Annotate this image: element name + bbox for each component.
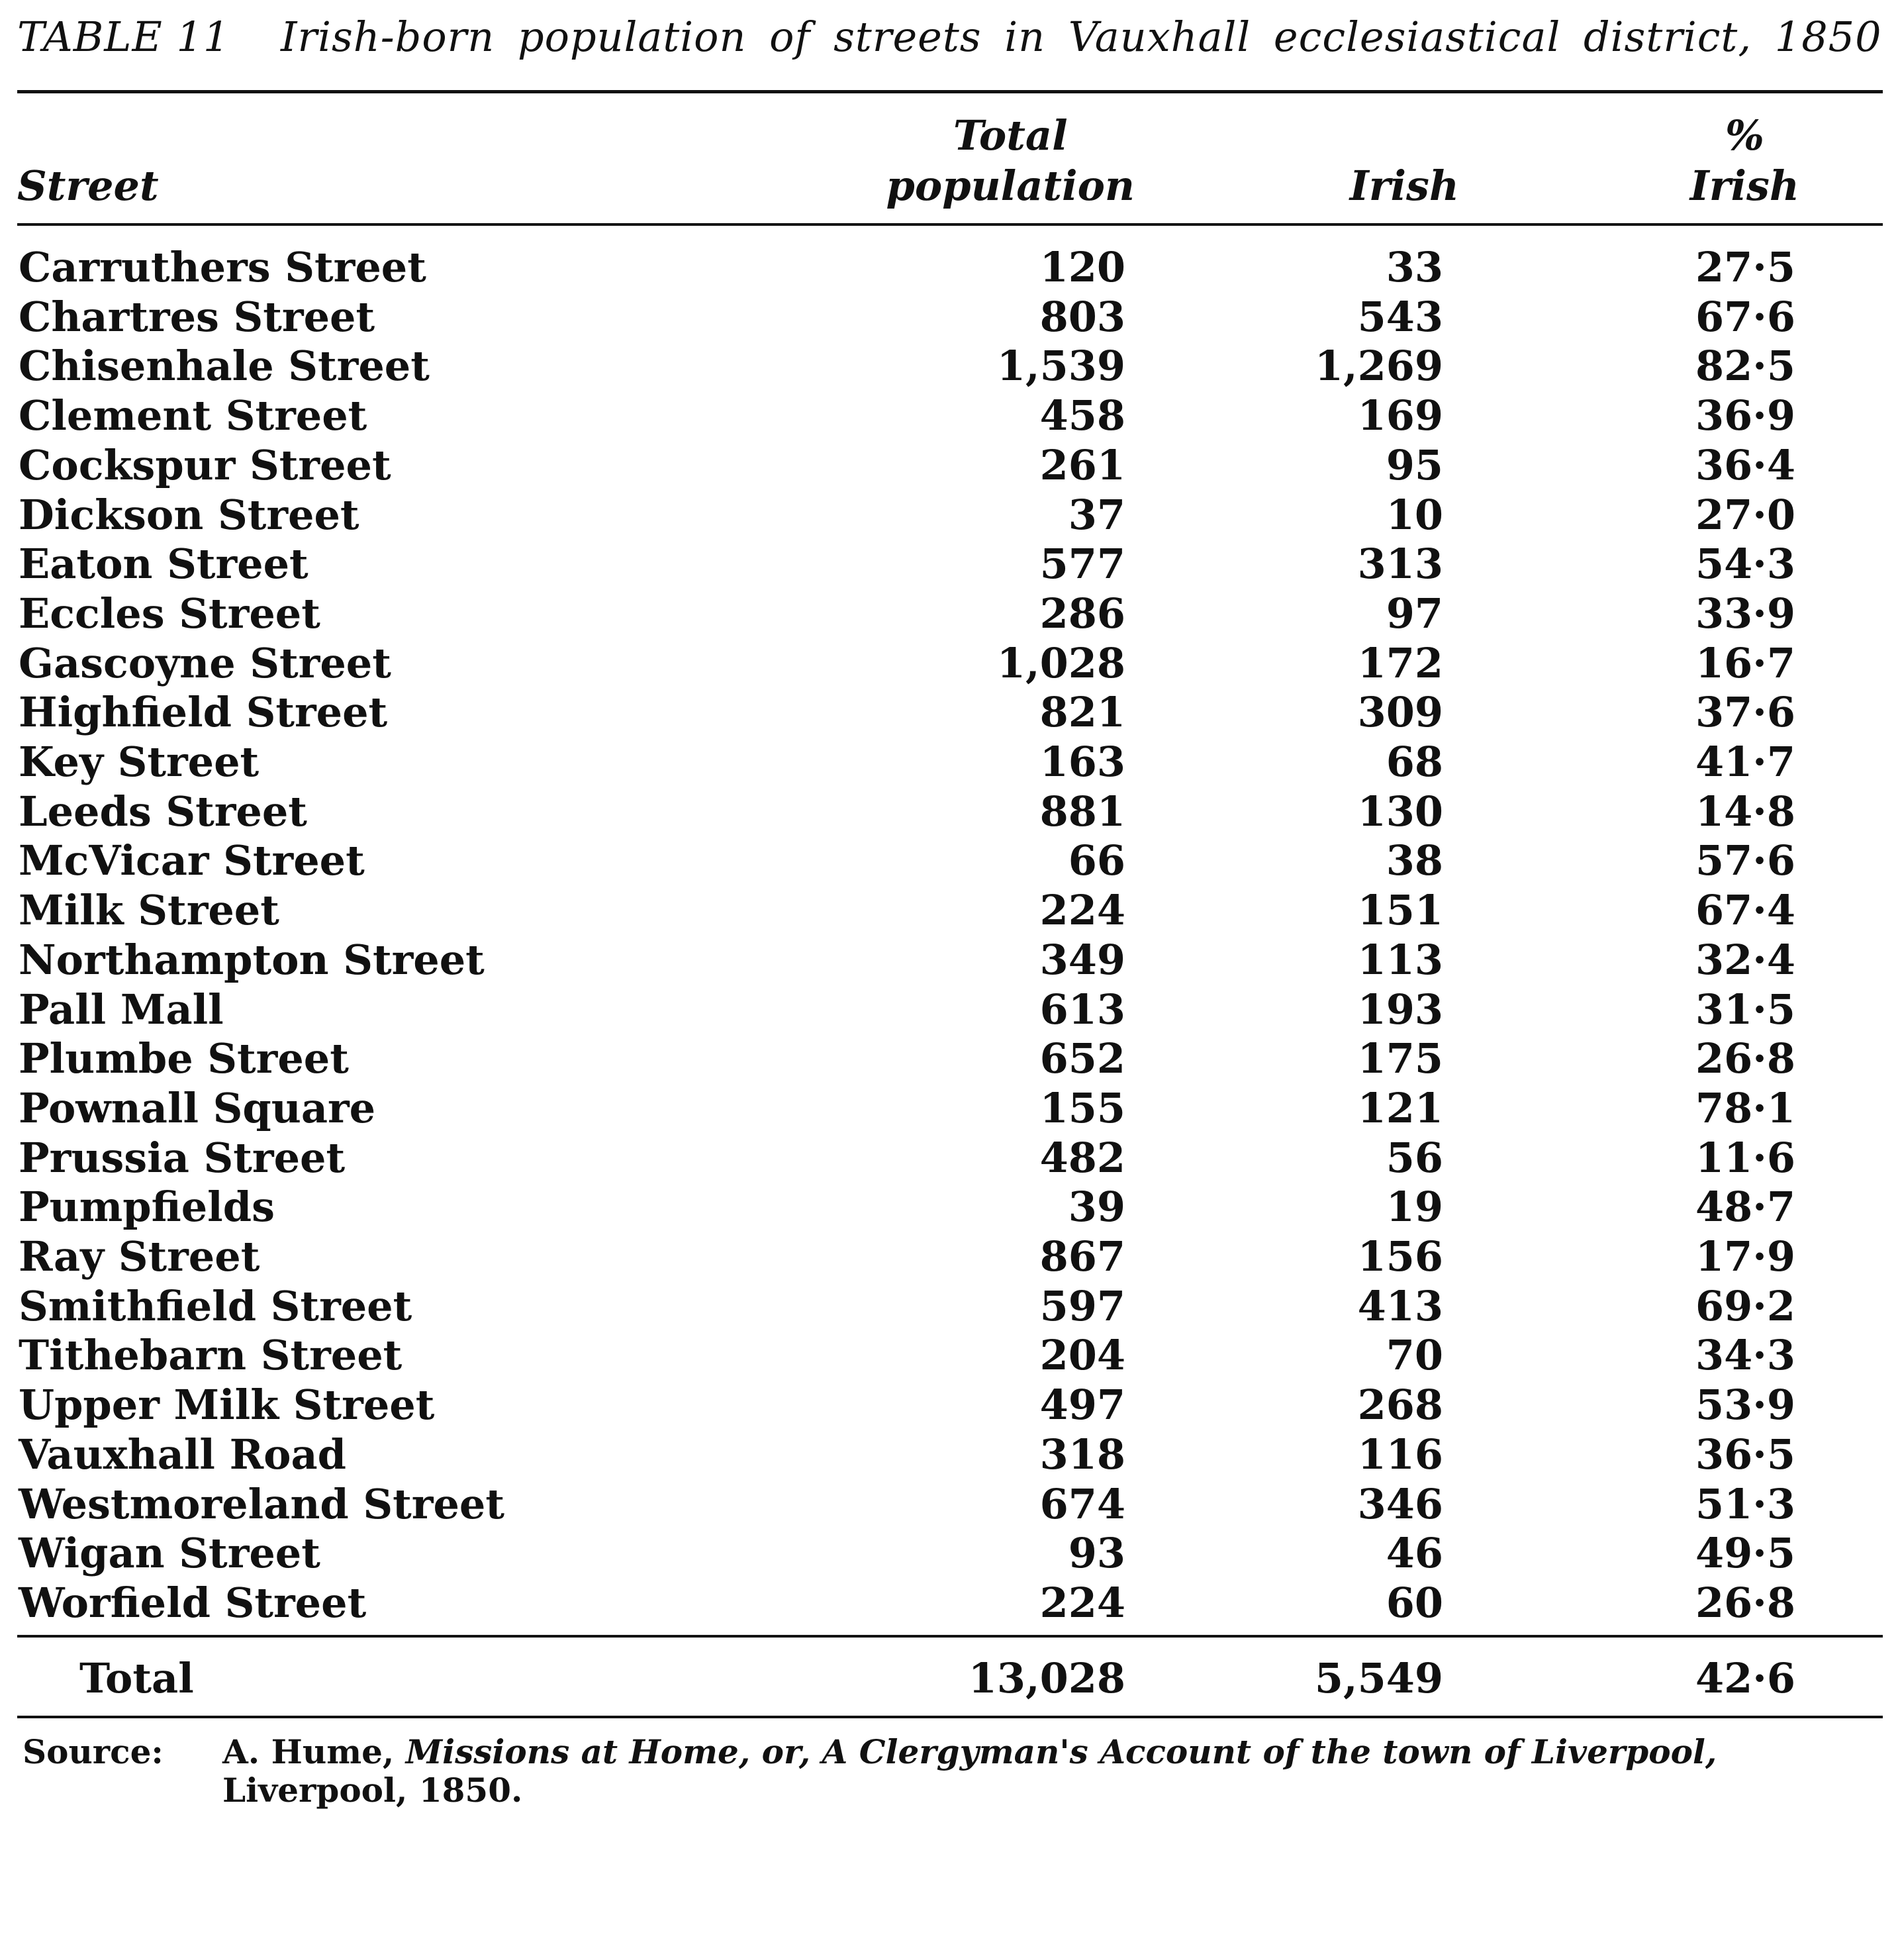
percent-irish-cell: 27·5 xyxy=(1695,243,1795,291)
street-cell: Worfield Street xyxy=(19,1578,367,1627)
street-cell: Vauxhall Road xyxy=(19,1430,346,1479)
percent-irish-cell: 57·6 xyxy=(1695,836,1795,885)
percent-irish-cell: 16·7 xyxy=(1695,638,1795,687)
percent-irish-cell: 36·5 xyxy=(1695,1430,1795,1479)
percent-irish-cell: 17·9 xyxy=(1695,1232,1795,1281)
total-population-cell: 497 xyxy=(1039,1381,1125,1430)
street-cell: Westmoreland Street xyxy=(19,1479,504,1528)
irish-cell: 130 xyxy=(1357,787,1443,836)
total-population-cell: 482 xyxy=(1039,1133,1125,1182)
street-cell: Leeds Street xyxy=(19,787,307,836)
total-population-cell: 163 xyxy=(1039,738,1125,787)
street-cell: Wigan Street xyxy=(19,1529,320,1578)
total-population-cell: 155 xyxy=(1039,1083,1125,1132)
street-cell: Plumbe Street xyxy=(19,1034,349,1083)
table-row xyxy=(17,589,1883,639)
table-row xyxy=(17,1084,1883,1134)
percent-irish-cell: 41·7 xyxy=(1695,738,1795,787)
irish-cell: 56 xyxy=(1386,1133,1443,1182)
total-population-cell: 13,028 xyxy=(968,1653,1125,1702)
percent-irish-cell: 48·7 xyxy=(1695,1183,1795,1232)
street-cell: Tithebarn Street xyxy=(19,1331,403,1380)
street-cell: Highfield Street xyxy=(19,688,388,737)
total-label: Total xyxy=(79,1653,194,1702)
total-population-cell: 204 xyxy=(1039,1331,1125,1380)
percent-irish-cell: 11·6 xyxy=(1695,1133,1795,1182)
irish-cell: 19 xyxy=(1386,1183,1443,1232)
bottom-rule xyxy=(17,1716,1883,1718)
header-total-population: Total population xyxy=(886,111,1135,210)
street-cell: Eccles Street xyxy=(19,589,320,638)
source-citation xyxy=(222,1733,1883,1810)
total-population-cell: 93 xyxy=(1068,1529,1125,1578)
percent-irish-cell: 14·8 xyxy=(1695,787,1795,836)
street-cell: Cockspur Street xyxy=(19,440,391,489)
percent-irish-cell: 49·5 xyxy=(1695,1529,1795,1578)
header-irish: Irish xyxy=(1349,162,1459,210)
irish-cell: 151 xyxy=(1357,886,1443,935)
irish-cell: 97 xyxy=(1386,589,1443,638)
street-cell: Gascoyne Street xyxy=(19,638,391,687)
irish-cell: 309 xyxy=(1357,688,1443,737)
total-population-cell: 120 xyxy=(1039,243,1125,291)
table-row xyxy=(17,342,1883,391)
total-population-cell: 37 xyxy=(1068,490,1125,539)
percent-irish-cell: 36·9 xyxy=(1695,391,1795,440)
street-cell: Chisenhale Street xyxy=(19,342,430,391)
irish-cell: 10 xyxy=(1386,490,1443,539)
table-row xyxy=(17,243,1883,293)
total-population-cell: 821 xyxy=(1039,688,1125,737)
total-population-cell: 652 xyxy=(1039,1034,1125,1083)
total-table xyxy=(17,1653,1883,1704)
table-row xyxy=(17,1381,1883,1430)
total-population-cell: 66 xyxy=(1068,836,1125,885)
table-row xyxy=(17,639,1883,689)
table-row xyxy=(17,1579,1883,1628)
total-percent-cell: 42·6 xyxy=(1695,1653,1795,1702)
irish-cell: 268 xyxy=(1357,1381,1443,1430)
street-cell: Upper Milk Street xyxy=(19,1381,435,1430)
percent-irish-cell: 51·3 xyxy=(1695,1479,1795,1528)
irish-cell: 121 xyxy=(1357,1083,1443,1132)
header-row xyxy=(17,111,1883,211)
street-cell: Ray Street xyxy=(19,1232,260,1281)
table-row xyxy=(17,1183,1883,1232)
table-row xyxy=(17,886,1883,936)
percent-irish-cell: 27·0 xyxy=(1695,490,1795,539)
table-row xyxy=(17,1232,1883,1282)
percent-irish-cell: 78·1 xyxy=(1695,1083,1795,1132)
street-cell: Pall Mall xyxy=(19,985,224,1034)
total-population-cell: 286 xyxy=(1039,589,1125,638)
total-population-cell: 224 xyxy=(1039,886,1125,935)
irish-cell: 46 xyxy=(1386,1529,1443,1578)
top-rule xyxy=(17,90,1883,93)
table-row xyxy=(17,491,1883,540)
irish-cell: 543 xyxy=(1357,292,1443,341)
total-population-cell: 261 xyxy=(1039,440,1125,489)
source-note xyxy=(17,1733,1883,1810)
total-population-cell: 881 xyxy=(1039,787,1125,836)
irish-cell: 70 xyxy=(1386,1331,1443,1380)
percent-irish-cell: 34·3 xyxy=(1695,1331,1795,1380)
irish-cell: 60 xyxy=(1386,1578,1443,1627)
total-irish-cell: 5,549 xyxy=(1314,1653,1443,1702)
percent-irish-cell: 32·4 xyxy=(1695,935,1795,984)
percent-irish-cell: 26·8 xyxy=(1695,1034,1795,1083)
table-row xyxy=(17,1529,1883,1579)
irish-cell: 33 xyxy=(1386,243,1443,291)
percent-irish-cell: 31·5 xyxy=(1695,985,1795,1034)
irish-cell: 413 xyxy=(1357,1281,1443,1330)
street-cell: Smithfield Street xyxy=(19,1281,412,1330)
table-row xyxy=(17,1282,1883,1332)
irish-cell: 169 xyxy=(1357,391,1443,440)
total-population-cell: 224 xyxy=(1039,1578,1125,1627)
total-population-cell: 349 xyxy=(1039,935,1125,984)
street-cell: Clement Street xyxy=(19,391,367,440)
total-population-cell: 1,028 xyxy=(996,638,1125,687)
irish-cell: 95 xyxy=(1386,440,1443,489)
table-row xyxy=(17,836,1883,886)
source-author: A. Hume, xyxy=(222,1732,395,1771)
document-page xyxy=(17,12,1883,1810)
percent-irish-cell: 67·6 xyxy=(1695,292,1795,341)
table-row xyxy=(17,1480,1883,1530)
table-row xyxy=(17,1430,1883,1480)
total-population-cell: 1,539 xyxy=(996,342,1125,391)
table-row xyxy=(17,985,1883,1035)
header-percent-irish: % Irish xyxy=(1689,111,1799,210)
source-label: Source: xyxy=(23,1732,164,1771)
street-cell: Pumpfields xyxy=(19,1183,275,1232)
street-cell: McVicar Street xyxy=(19,836,365,885)
table-row xyxy=(17,540,1883,589)
street-cell: Dickson Street xyxy=(19,490,359,539)
street-cell: Northampton Street xyxy=(19,935,485,984)
percent-irish-cell: 69·2 xyxy=(1695,1281,1795,1330)
irish-cell: 346 xyxy=(1357,1479,1443,1528)
total-population-cell: 674 xyxy=(1039,1479,1125,1528)
street-cell: Prussia Street xyxy=(19,1133,346,1182)
header-street: Street xyxy=(17,162,159,210)
total-population-cell: 597 xyxy=(1039,1281,1125,1330)
irish-cell: 38 xyxy=(1386,836,1443,885)
table-row xyxy=(17,787,1883,837)
total-population-cell: 613 xyxy=(1039,985,1125,1034)
total-population-cell: 803 xyxy=(1039,292,1125,341)
street-cell: Chartres Street xyxy=(19,292,375,341)
table-row xyxy=(17,391,1883,441)
total-population-cell: 577 xyxy=(1039,540,1125,589)
population-table xyxy=(17,111,1883,211)
percent-irish-cell: 82·5 xyxy=(1695,342,1795,391)
percent-irish-cell: 53·9 xyxy=(1695,1381,1795,1430)
irish-cell: 1,269 xyxy=(1314,342,1443,391)
total-rule xyxy=(17,1635,1883,1638)
table-row xyxy=(17,441,1883,491)
table-row xyxy=(17,293,1883,342)
population-table-body xyxy=(17,243,1883,1628)
total-population-cell: 39 xyxy=(1068,1183,1125,1232)
table-row xyxy=(17,936,1883,985)
table-row xyxy=(17,1034,1883,1084)
header-rule xyxy=(17,223,1883,226)
total-population-cell: 458 xyxy=(1039,391,1125,440)
table-caption xyxy=(17,12,1883,62)
percent-irish-cell: 54·3 xyxy=(1695,540,1795,589)
irish-cell: 193 xyxy=(1357,985,1443,1034)
table-row xyxy=(17,1331,1883,1381)
street-cell: Carruthers Street xyxy=(19,243,426,291)
street-cell: Eaton Street xyxy=(19,540,309,589)
total-population-cell: 318 xyxy=(1039,1430,1125,1479)
total-population-cell: 867 xyxy=(1039,1232,1125,1281)
percent-irish-cell: 67·4 xyxy=(1695,886,1795,935)
street-cell: Pownall Square xyxy=(19,1083,376,1132)
table-title: Irish-born population of streets in Vauxhall ecclesiastical district, 1850 xyxy=(281,13,1882,61)
percent-irish-cell: 26·8 xyxy=(1695,1578,1795,1627)
irish-cell: 68 xyxy=(1386,738,1443,787)
irish-cell: 156 xyxy=(1357,1232,1443,1281)
irish-cell: 116 xyxy=(1357,1430,1443,1479)
percent-irish-cell: 36·4 xyxy=(1695,440,1795,489)
table-row xyxy=(17,738,1883,787)
table-number: TABLE 11 xyxy=(17,13,230,61)
irish-cell: 172 xyxy=(1357,638,1443,687)
street-cell: Milk Street xyxy=(19,886,279,935)
table-row xyxy=(17,688,1883,738)
table-row xyxy=(17,1134,1883,1183)
street-cell: Key Street xyxy=(19,738,260,787)
total-row xyxy=(17,1653,1883,1704)
source-work-title: Missions at Home, or, A Clergyman's Account of the town of Liverpool, xyxy=(405,1732,1717,1771)
irish-cell: 313 xyxy=(1357,540,1443,589)
irish-cell: 113 xyxy=(1357,935,1443,984)
irish-cell: 175 xyxy=(1357,1034,1443,1083)
percent-irish-cell: 37·6 xyxy=(1695,688,1795,737)
percent-irish-cell: 33·9 xyxy=(1695,589,1795,638)
source-place-year: Liverpool, 1850. xyxy=(222,1770,523,1810)
